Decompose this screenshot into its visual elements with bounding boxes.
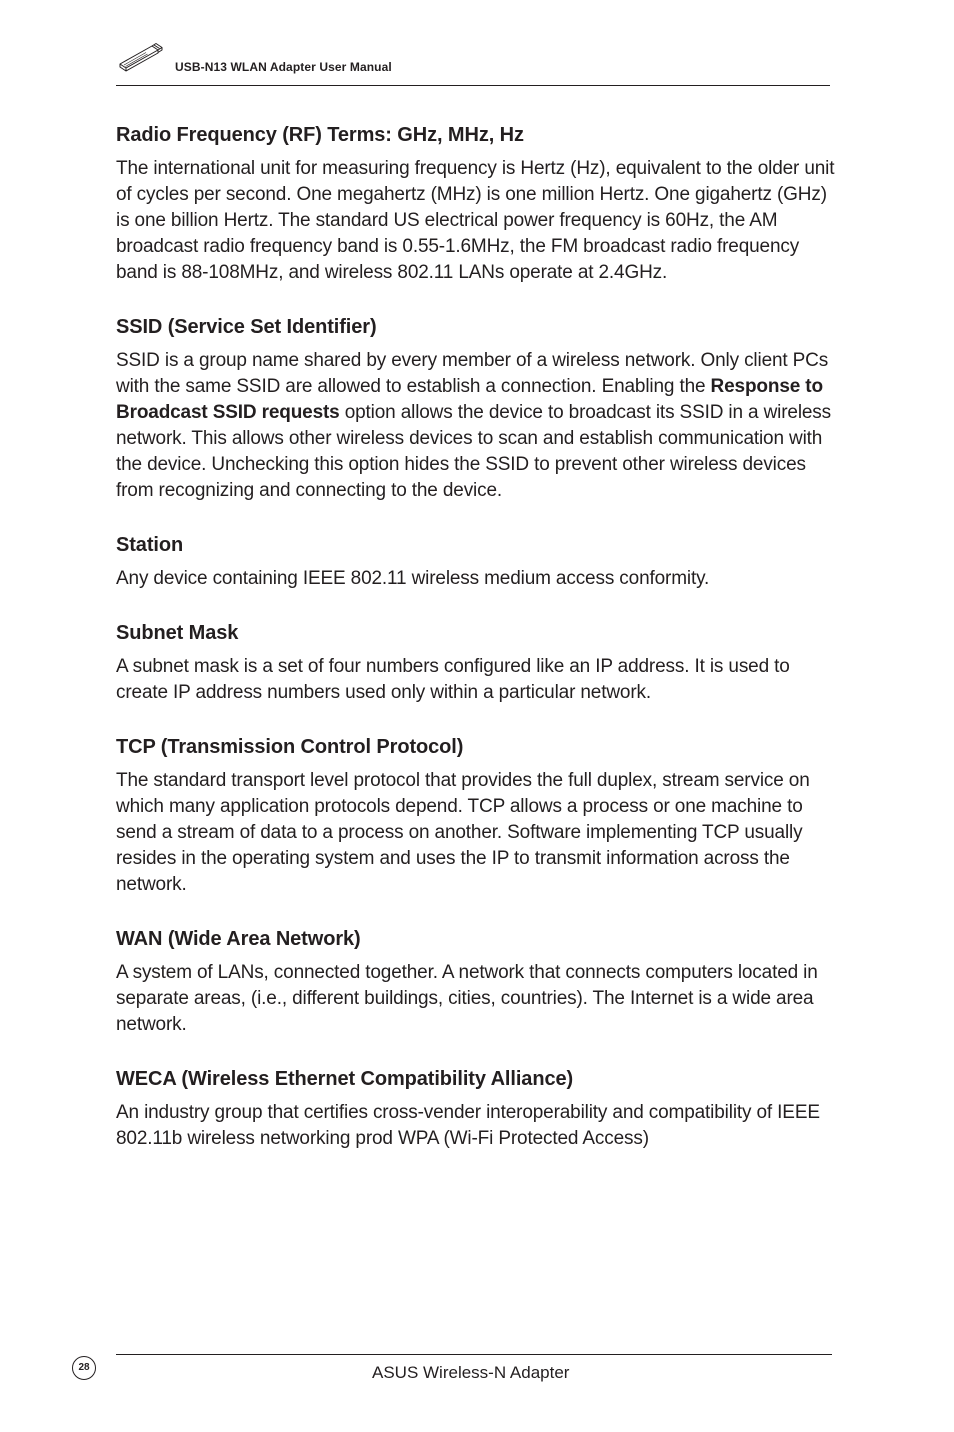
section-body: A system of LANs, connected together. A network that connects computers located in separate areas, (i.e., different buildings, cities, countries). The Internet is a wide area network. [116,962,818,1035]
footer-title: ASUS Wireless-N Adapter [372,1363,570,1382]
section-heading: WAN (Wide Area Network) [116,928,361,950]
section-body: The standard transport level protocol that provides the full duplex, stream service on which many application protocols depend. TCP allows a process or one machine to send a stream of data to a process on another. Software implementing TCP usually resides in the operating system and uses the IP to transmit information across the network. [116,770,810,895]
section-body: Any device containing IEEE 802.11 wireless medium access conformity. [116,568,710,589]
header-title: USB-N13 WLAN Adapter User Manual [175,60,392,74]
section-heading: WECA (Wireless Ethernet Compatibility Alliance) [116,1068,574,1090]
section-ssid [116,314,836,532]
section-station [116,532,836,620]
usb-adapter-icon [116,38,166,74]
body-emphasis: Response to Broadcast SSID requests [116,376,823,423]
section-wan [116,926,836,1066]
footer-divider [116,1354,832,1355]
section-rf-terms [116,122,836,314]
section-heading: Subnet Mask [116,622,239,644]
glossary-content [116,122,836,1152]
header-divider [116,85,830,86]
section-weca [116,1066,836,1152]
section-subnet-mask [116,620,836,734]
body-text: option allows the device to broadcast its SSID in a wireless network. This allows other wireless devices to scan and establish communication with the device. Unchecking this option hides the SSID to prevent other wireless devices from recognizing and connecting to the device. [116,402,832,501]
section-body [116,348,836,504]
section-body: The international unit for measuring frequency is Hertz (Hz), equivalent to the older unit of cycles per second. One megahertz (MHz) is one million Hertz. One gigahertz (GHz) is one billion Hertz. The standard US electrical power frequency is 60Hz, the AM broadcast radio frequency band is 0.55-1.6MHz, the FM broadcast radio frequency band is 88-108MHz, and wireless 802.11 LANs operate at 2.4GHz. [116,158,835,283]
section-heading: SSID (Service Set Identifier) [116,316,377,338]
body-text: SSID is a group name shared by every member of a wireless network. Only client PCs with the same SSID are allowed to establish a connection. Enabling the [116,350,829,397]
section-heading: Station [116,534,184,556]
page-number: 28 [72,1356,96,1380]
section-heading: Radio Frequency (RF) Terms: GHz, MHz, Hz [116,124,524,146]
section-body: An industry group that certifies cross-vender interoperability and compatibility of IEEE 802.11b wireless networking prod WPA (Wi-Fi Protected Access) [116,1102,820,1149]
section-heading: TCP (Transmission Control Protocol) [116,736,464,758]
section-tcp [116,734,836,926]
page-header [116,38,830,88]
section-body: A subnet mask is a set of four numbers configured like an IP address. It is used to create IP address numbers used only within a particular network. [116,656,790,703]
